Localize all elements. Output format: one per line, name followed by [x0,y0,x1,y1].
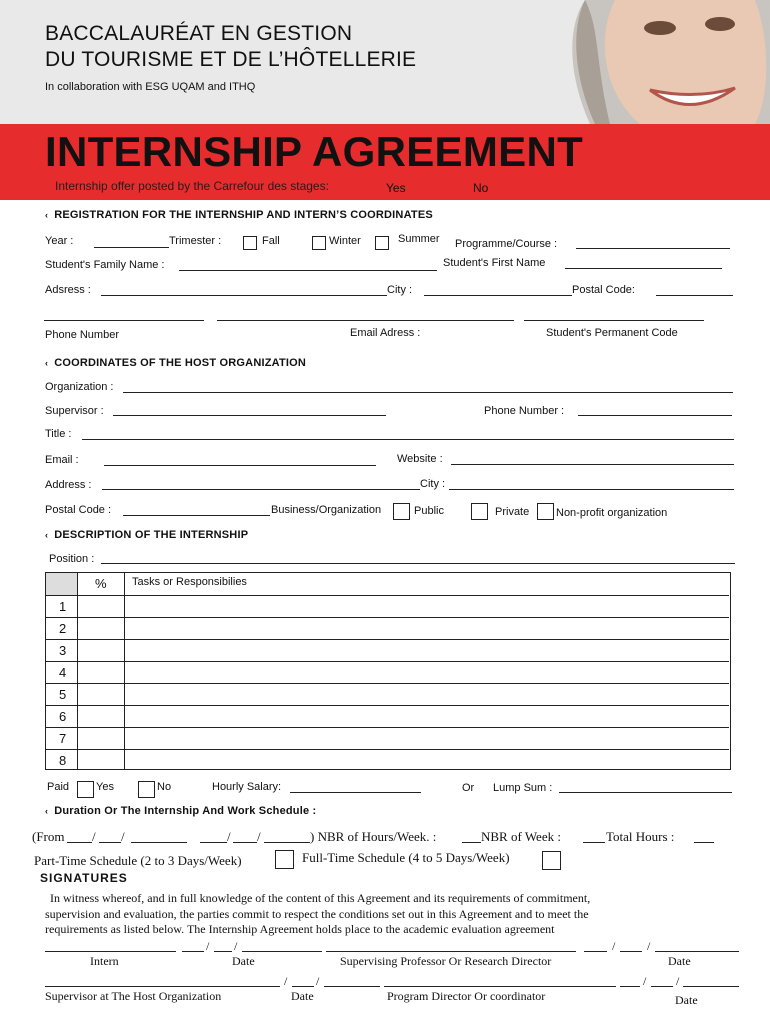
trimester-label: Trimester : [169,235,222,247]
host-city-label: City : [420,478,446,490]
host-date-label: Date [291,989,314,1003]
row-number: 5 [59,687,67,702]
slash: / [227,829,231,844]
business-label: Business/Organization [271,504,382,516]
table-row[interactable] [46,639,729,661]
table-row[interactable] [46,727,729,749]
from-label: (From [32,829,65,844]
table-row[interactable] [46,595,729,617]
permanent-code-label: Student's Permanent Code [546,327,678,339]
host-date-year[interactable] [324,986,380,987]
nbr-hours-label: ) NBR of Hours/Week. : [310,829,437,844]
slash: / [257,829,261,844]
address-field[interactable] [101,295,387,296]
schedule-heading: ‹ Duration Or The Internship And Work Schedule : [45,805,317,817]
slash: / [284,974,288,988]
or-label: Or [462,782,475,794]
city-field[interactable] [424,295,572,296]
from-day-field[interactable] [67,842,92,843]
host-phone-field[interactable] [578,415,732,416]
row-number: 1 [59,599,67,614]
website-field[interactable] [451,464,734,465]
postal-field[interactable] [656,295,733,296]
fall-checkbox[interactable] [243,236,257,250]
tasks-header: Tasks or Responsibilies [132,576,247,588]
title-label: Title : [45,428,72,440]
nonprofit-checkbox[interactable] [537,503,554,520]
slash: / [234,939,238,953]
director-signature-field[interactable] [384,986,616,987]
year-field[interactable] [94,247,169,248]
winter-label: Winter [329,235,361,247]
offer-no[interactable]: No [473,181,489,195]
lump-label: Lump Sum : [493,782,553,794]
hourly-label: Hourly Salary: [212,781,282,793]
row-number: 3 [59,643,67,658]
professor-date-year[interactable] [655,951,739,952]
professor-date-month[interactable] [620,951,642,952]
professor-date-label: Date [668,954,691,968]
nbr-week-label: NBR of Week : [481,829,561,844]
programme-field[interactable] [576,248,730,249]
offer-yes[interactable]: Yes [386,181,406,195]
part-time-checkbox[interactable] [275,850,294,869]
signatures-text-2: supervision and evaluation, the parties commit to respect the conditions set out in this Agreement and to meet the [45,907,589,921]
intern-date-month[interactable] [214,951,232,952]
row-number: 6 [59,709,67,724]
part-time-label: Part-Time Schedule (2 to 3 Days/Week) [34,853,242,868]
slash: / [643,974,647,988]
professor-date-day[interactable] [584,951,607,952]
paid-yes-checkbox[interactable] [77,781,94,798]
table-row[interactable] [46,617,729,639]
table-row[interactable] [46,749,729,771]
registration-heading: ‹ REGISTRATION FOR THE INTERNSHIP AND INTERN’S COORDINATES [45,209,433,221]
position-field[interactable] [101,563,735,564]
row-number: 7 [59,731,67,746]
website-label: Website : [397,453,443,465]
professor-label: Supervising Professor Or Research Director [340,954,552,968]
to-year-field[interactable] [264,842,310,843]
organization-label: Organization : [45,381,114,393]
professor-signature-field[interactable] [326,951,576,952]
first-name-field[interactable] [565,268,722,269]
city-label: City : [387,284,413,296]
intern-label: Intern [90,954,119,968]
family-name-field[interactable] [179,270,437,271]
host-address-label: Address : [45,479,92,491]
phone-label: Phone Number [45,329,119,341]
fall-label: Fall [262,235,280,247]
table-row[interactable] [46,705,729,727]
director-date-month[interactable] [651,986,673,987]
intern-date-year[interactable] [242,951,322,952]
nbr-hours-field[interactable] [462,842,481,843]
total-hours-field[interactable] [694,842,714,843]
from-year-field[interactable] [131,842,187,843]
table-row[interactable] [46,683,729,705]
first-name-label: Student's First Name [443,257,546,269]
host-heading: ‹ COORDINATES OF THE HOST ORGANIZATION [45,357,307,369]
paid-label: Paid [47,781,70,793]
description-heading: ‹ DESCRIPTION OF THE INTERNSHIP [45,529,249,541]
slash: / [92,829,96,844]
table-header-shade [46,573,77,595]
email-field[interactable] [217,320,514,321]
slash: / [676,974,680,988]
summer-checkbox[interactable] [375,236,389,250]
address-label: Adsress : [45,284,91,296]
supervisor-field[interactable] [113,415,386,416]
intern-date-day[interactable] [182,951,204,952]
agreement-title: INTERNSHIP AGREEMENT [45,128,584,175]
year-label: Year : [45,235,74,247]
slash: / [647,939,651,953]
private-label: Private [495,506,530,518]
paid-yes-label: Yes [96,781,114,793]
host-city-field[interactable] [449,489,734,490]
slash: / [612,939,616,953]
program-title-line1: BACCALAURÉAT EN GESTION [45,22,353,45]
paid-no-label: No [157,781,172,793]
supervisor-label: Supervisor : [45,405,104,417]
to-day-field[interactable] [200,842,227,843]
full-time-label: Full-Time Schedule (4 to 5 Days/Week) [302,850,510,865]
signatures-text-1: In witness whereof, and in full knowledge of the content of this Agreement and its requirements of commitment, [50,891,591,905]
host-date-month[interactable] [292,986,314,987]
row-number: 4 [59,665,67,680]
signatures-heading: SIGNATURES [40,871,128,885]
row-number: 2 [59,621,67,636]
host-phone-label: Phone Number : [484,405,565,417]
percent-header: % [95,576,107,591]
email-label: Email Adress : [350,327,421,339]
full-time-checkbox[interactable] [542,851,561,870]
programme-label: Programme/Course : [455,238,558,250]
table-row[interactable] [46,661,729,683]
program-title-line2: DU TOURISME ET DE L’HÔTELLERIE [45,48,417,71]
host-postal-field[interactable] [123,515,270,516]
paid-no-checkbox[interactable] [138,781,155,798]
signatures-text-3: requirements as listed below. The Internship Agreement holds place to the academic evaluation agreement [45,922,555,936]
host-email-label: Email : [45,454,79,466]
permanent-code-field[interactable] [524,320,704,321]
slash: / [206,939,210,953]
host-supervisor-signature-field[interactable] [45,986,280,987]
collaboration-text: In collaboration with ESG UQAM and ITHQ [45,81,256,93]
postal-label: Postal Code: [572,284,635,296]
family-name-label: Student's Family Name : [45,259,165,271]
row-number: 8 [59,753,67,768]
lump-field[interactable] [559,792,732,793]
offer-question: Internship offer posted by the Carrefour des stages: [55,179,329,193]
organization-field[interactable] [123,392,733,393]
director-date-year[interactable] [683,986,739,987]
nonprofit-label: Non-profit organization [556,507,668,519]
total-hours-label: Total Hours : [606,829,675,844]
director-date-day[interactable] [620,986,640,987]
host-supervisor-label: Supervisor at The Host Organization [45,989,222,1003]
intern-date-label: Date [232,954,255,968]
portrait-photo [555,0,770,124]
position-label: Position : [49,553,95,565]
host-email-field[interactable] [104,465,376,466]
summer-label: Summer [398,233,440,245]
slash: / [121,829,125,844]
to-month-field[interactable] [233,842,257,843]
phone-field[interactable] [44,320,204,321]
private-checkbox[interactable] [471,503,488,520]
director-date-label: Date [675,993,698,1007]
slash: / [316,974,320,988]
tasks-table [45,572,731,770]
hourly-field[interactable] [290,792,421,793]
public-label: Public [414,505,444,517]
title-field[interactable] [82,439,734,440]
nbr-week-field[interactable] [583,842,605,843]
host-postal-label: Postal Code : [45,504,112,516]
director-label: Program Director Or coordinator [387,989,546,1003]
from-month-field[interactable] [99,842,121,843]
intern-signature-field[interactable] [45,951,176,952]
public-checkbox[interactable] [393,503,410,520]
host-address-field[interactable] [102,489,420,490]
winter-checkbox[interactable] [312,236,326,250]
